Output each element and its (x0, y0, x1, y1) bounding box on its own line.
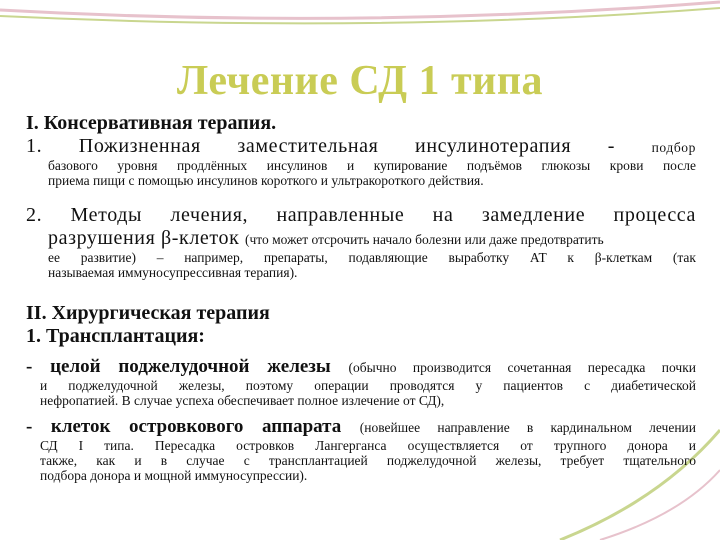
item2-line3: ее развитие) – например, препараты, подавляющие выработку АТ к β-клеткам (так (48, 250, 696, 265)
item-a-line3: нефропатией. В случае успеха обеспечивает полное излечение от СД), (40, 393, 445, 408)
item-b-line2: СД I типа. Пересадка островков Лангерганса осуществляется от трупного донора и (40, 438, 696, 453)
section2-sub: 1. Трансплантация: (26, 325, 205, 347)
item-a-rest: (обычно производится сочетанная пересадка почки (348, 360, 696, 375)
item1-lead: 1. Пожизненная заместительная инсулинотерапия - (26, 135, 652, 157)
item-b-bold: - клеток островкового аппарата (26, 416, 360, 437)
item-b-rest: (новейшее направление в кардинальном лечении (359, 420, 696, 435)
item-b-line1 (26, 416, 696, 438)
section2-heading: II. Хирургическая терапия (26, 302, 270, 324)
item2-line2 (26, 227, 696, 250)
item2-line4: называемая иммуносупрессивная терапия). (48, 265, 298, 280)
item1-line3: приема пищи с помощью инсулинов короткого и ультракороткого действия. (48, 173, 484, 188)
slide-title: Лечение СД 1 типа (176, 58, 544, 104)
item-a-line1 (26, 356, 696, 378)
item1-line1 (26, 135, 696, 158)
item-b-line4: подбора донора и мощной иммуносупрессии). (40, 468, 308, 483)
section1-heading: I. Консервативная терапия. (26, 112, 277, 134)
item1-line2: базового уровня продлённых инсулинов и купирование подъёмов глюкозы крови после (48, 158, 696, 173)
item2-line1: 2. Методы лечения, направленные на замедление процесса (26, 204, 696, 226)
slide-body (26, 112, 696, 483)
item-a-line2: и поджелудочной железы, поэтому операции проводятся у пациентов с диабетической (40, 378, 696, 393)
item1-lead-small: подбор (651, 140, 696, 155)
item2-line2-big: разрушения β-клеток (48, 227, 245, 249)
item-a-bold: - целой поджелудочной железы (26, 356, 349, 377)
item-b-line3: также, как и в случае с трансплантацией поджелудочной железы, требует тщательного (40, 453, 696, 468)
item2-line2-small: (что может отсрочить начало болезни или даже предотвратить (245, 232, 604, 247)
